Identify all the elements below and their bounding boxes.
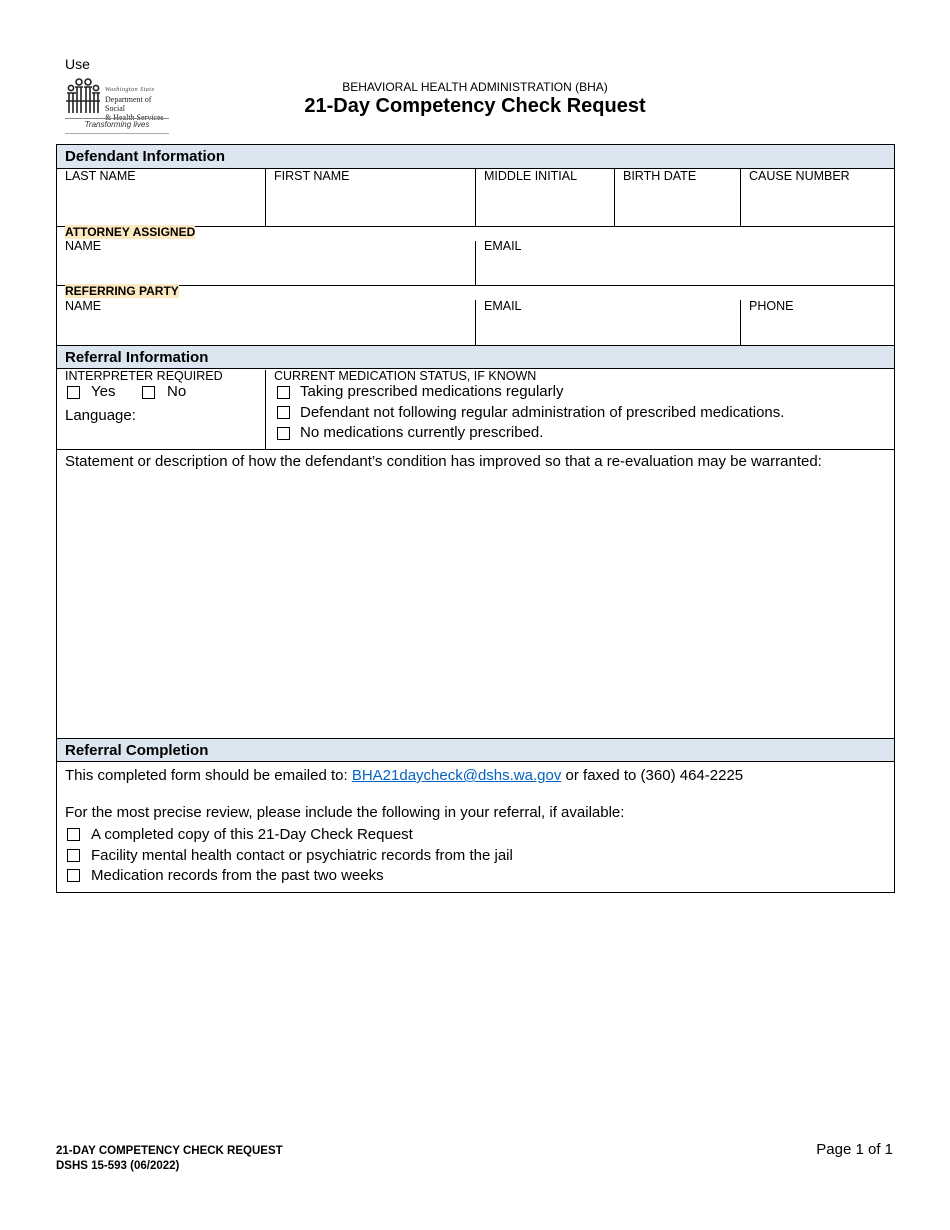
review-intro: For the most precise review, please include the following in your referral, if available: — [65, 804, 625, 821]
agency-name: BEHAVIORAL HEALTH ADMINISTRATION (BHA) — [342, 80, 608, 94]
completed-copy-checkbox[interactable] — [67, 828, 80, 841]
referring-email-field[interactable]: EMAIL — [484, 299, 522, 313]
mental-health-records-checkbox[interactable] — [67, 849, 80, 862]
statement-field[interactable]: Statement or description of how the defendant’s condition has improved so that a re-evaluation may be warranted: — [65, 453, 822, 470]
medication-option-label: Defendant not following regular administration of prescribed medications. — [300, 404, 785, 421]
attorney-email-field[interactable]: EMAIL — [484, 239, 522, 253]
checklist-item-label: Facility mental health contact or psychiatric records from the jail — [91, 847, 513, 864]
referral-section-header: Referral Information — [57, 345, 894, 369]
birth-date-field[interactable]: BIRTH DATE — [623, 169, 697, 183]
footer-form-number: DSHS 15-593 (06/2022) — [56, 1160, 180, 1172]
defendant-section-header: Defendant Information — [57, 145, 894, 169]
referring-name-field[interactable]: NAME — [65, 299, 102, 313]
logo-text: Washington State Department of Social & Health Services — [105, 87, 164, 122]
attorney-heading: ATTORNEY ASSIGNED — [65, 225, 196, 239]
cause-number-field[interactable]: CAUSE NUMBER — [749, 169, 850, 183]
medication-taking-checkbox[interactable] — [277, 386, 290, 399]
use-label: Use — [65, 56, 90, 72]
checklist-item-label: A completed copy of this 21-Day Check Request — [91, 826, 413, 843]
medication-none-checkbox[interactable] — [277, 427, 290, 440]
medication-status-label: CURRENT MEDICATION STATUS, IF KNOWN — [274, 369, 537, 383]
interpreter-yes-checkbox[interactable] — [67, 386, 80, 399]
logo-tagline: Transforming lives — [84, 120, 150, 129]
footer-form-info — [56, 1144, 283, 1174]
referring-party-heading: REFERRING PARTY — [65, 284, 179, 298]
interpreter-label: INTERPRETER REQUIRED — [65, 369, 223, 383]
email-instructions: This completed form should be emailed to: BHA21daycheck@dshs.wa.gov or faxed to (360) 464-2225 — [65, 767, 744, 784]
page-number: Page 1 of 1 — [816, 1141, 893, 1158]
language-field[interactable]: Language: — [65, 407, 136, 424]
interpreter-no-checkbox[interactable] — [142, 386, 155, 399]
medication-not-following-checkbox[interactable] — [277, 406, 290, 419]
completion-section-header: Referral Completion — [57, 738, 894, 762]
medication-option-label: No medications currently prescribed. — [300, 424, 544, 441]
medication-option-label: Taking prescribed medications regularly — [300, 383, 564, 400]
last-name-field[interactable]: LAST NAME — [65, 169, 136, 183]
first-name-field[interactable]: FIRST NAME — [274, 169, 350, 183]
footer-form-name: 21-DAY COMPETENCY CHECK REQUEST — [56, 1145, 283, 1157]
checklist-item-label: Medication records from the past two weeks — [91, 867, 384, 884]
page-title: 21-Day Competency Check Request — [304, 95, 646, 117]
referring-phone-field[interactable]: PHONE — [749, 299, 794, 313]
attorney-name-field[interactable]: NAME — [65, 239, 102, 253]
medication-records-checkbox[interactable] — [67, 869, 80, 882]
interpreter-no-label: No — [167, 383, 187, 400]
middle-initial-field[interactable]: MIDDLE INITIAL — [484, 169, 578, 183]
interpreter-yes-label: Yes — [91, 383, 116, 400]
email-link[interactable]: BHA21daycheck@dshs.wa.gov — [351, 767, 562, 784]
form-table — [56, 144, 895, 893]
